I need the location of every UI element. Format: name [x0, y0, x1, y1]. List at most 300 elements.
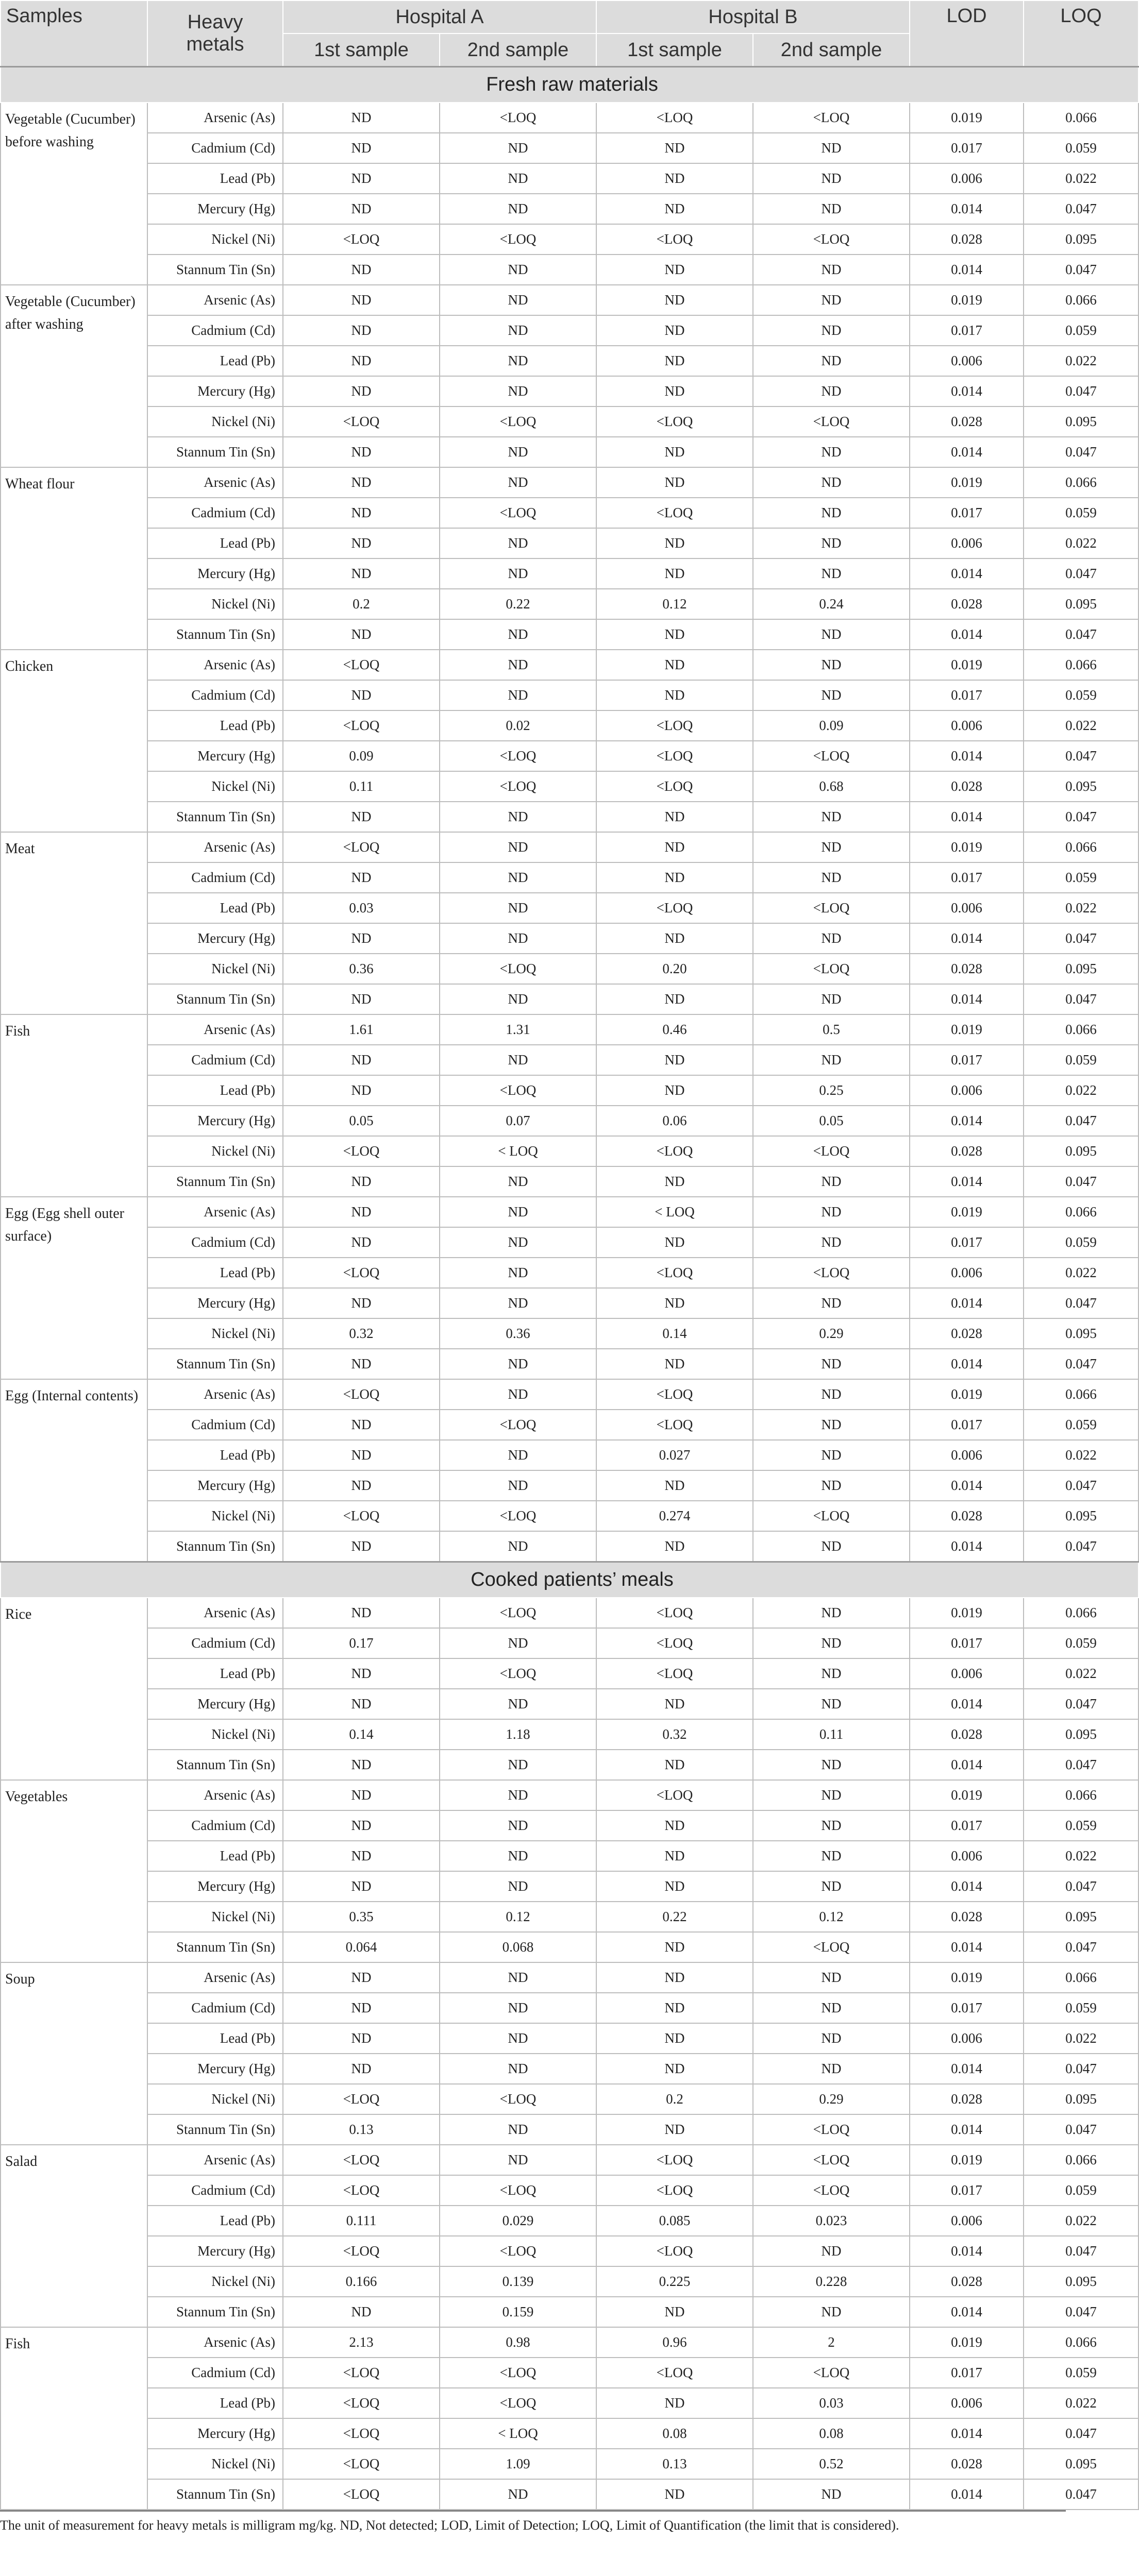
hospital-b-first-sample-cell: ND: [596, 315, 753, 346]
loq-cell: 0.022: [1024, 528, 1138, 558]
hospital-b-second-sample-cell: 0.29: [753, 2084, 910, 2114]
loq-cell: 0.047: [1024, 2114, 1138, 2145]
hospital-a-first-sample-cell: <LOQ: [283, 2145, 440, 2175]
hospital-a-second-sample-cell: ND: [440, 2054, 596, 2084]
hospital-a-first-sample-cell: 0.111: [283, 2206, 440, 2236]
hospital-b-second-sample-cell: 0.11: [753, 1719, 910, 1750]
heavy-metal-cell: Lead (Pb): [147, 528, 283, 558]
lod-cell: 0.014: [910, 1689, 1024, 1719]
loq-cell: 0.095: [1024, 954, 1138, 984]
hospital-a-first-sample-cell: <LOQ: [283, 406, 440, 437]
hospital-a-second-sample-cell: ND: [440, 1258, 596, 1288]
lod-cell: 0.028: [910, 2266, 1024, 2297]
hospital-a-second-sample-cell: ND: [440, 194, 596, 224]
lod-cell: 0.006: [910, 2206, 1024, 2236]
hospital-b-second-sample-cell: ND: [753, 2054, 910, 2084]
hospital-a-first-sample-cell: ND: [283, 802, 440, 832]
hospital-b-second-sample-cell: 0.03: [753, 2388, 910, 2418]
table-row: [1, 1379, 1138, 1410]
hospital-b-second-sample-cell: ND: [753, 346, 910, 376]
table-row: [1, 1136, 1138, 1166]
hospital-b-first-sample-cell: ND: [596, 346, 753, 376]
hospital-b-second-sample-cell: <LOQ: [753, 2114, 910, 2145]
hospital-b-first-sample-cell: ND: [596, 1750, 753, 1780]
heavy-metal-cell: Stannum Tin (Sn): [147, 1531, 283, 1562]
hospital-a-second-sample-cell: 0.159: [440, 2297, 596, 2327]
loq-cell: 0.059: [1024, 498, 1138, 528]
heavy-metal-cell: Mercury (Hg): [147, 1106, 283, 1136]
lod-cell: 0.014: [910, 984, 1024, 1014]
hospital-a-first-sample-cell: ND: [283, 1871, 440, 1902]
hospital-b-second-sample-cell: ND: [753, 1871, 910, 1902]
sample-name-cell: Soup: [1, 1962, 147, 2145]
hospital-b-second-sample-cell: ND: [753, 2023, 910, 2054]
table-row: [1, 2479, 1138, 2510]
lod-cell: 0.028: [910, 1136, 1024, 1166]
hospital-b-second-sample-cell: ND: [753, 2297, 910, 2327]
loq-cell: 0.066: [1024, 650, 1138, 680]
heavy-metal-cell: Stannum Tin (Sn): [147, 802, 283, 832]
hospital-b-second-sample-cell: <LOQ: [753, 1258, 910, 1288]
loq-cell: 0.066: [1024, 1379, 1138, 1410]
hospital-a-second-sample-cell: 0.36: [440, 1318, 596, 1349]
hospital-a-first-sample-cell: ND: [283, 437, 440, 467]
hospital-b-second-sample-cell: ND: [753, 558, 910, 589]
heavy-metal-cell: Stannum Tin (Sn): [147, 2114, 283, 2145]
heavy-metal-cell: Nickel (Ni): [147, 954, 283, 984]
hospital-b-first-sample-cell: 0.96: [596, 2327, 753, 2358]
hospital-a-first-sample-cell: ND: [283, 1810, 440, 1841]
hospital-b-first-sample-cell: ND: [596, 832, 753, 862]
loq-cell: 0.047: [1024, 255, 1138, 285]
loq-cell: 0.095: [1024, 224, 1138, 255]
lod-cell: 0.028: [910, 1318, 1024, 1349]
lod-cell: 0.014: [910, 194, 1024, 224]
hospital-b-second-sample-cell: <LOQ: [753, 1136, 910, 1166]
section-title: Cooked patients’ meals: [1, 1562, 1138, 1598]
hospital-b-first-sample-cell: <LOQ: [596, 2358, 753, 2388]
lod-cell: 0.019: [910, 832, 1024, 862]
loq-cell: 0.066: [1024, 1780, 1138, 1810]
hospital-a-second-sample-cell: ND: [440, 893, 596, 923]
hospital-b-first-sample-cell: ND: [596, 528, 753, 558]
hospital-b-second-sample-cell: 0.5: [753, 1014, 910, 1045]
hospital-a-second-sample-cell: <LOQ: [440, 954, 596, 984]
hospital-a-second-sample-cell: <LOQ: [440, 2358, 596, 2388]
loq-cell: 0.047: [1024, 1689, 1138, 1719]
heavy-metal-cell: Nickel (Ni): [147, 1318, 283, 1349]
hospital-a-second-sample-cell: <LOQ: [440, 224, 596, 255]
hospital-a-first-sample-cell: ND: [283, 1440, 440, 1470]
hospital-b-second-sample-cell: ND: [753, 163, 910, 194]
loq-cell: 0.066: [1024, 1962, 1138, 1993]
hospital-a-first-sample-cell: ND: [283, 1166, 440, 1197]
loq-cell: 0.066: [1024, 2327, 1138, 2358]
table-row: [1, 1014, 1138, 1045]
loq-cell: 0.066: [1024, 832, 1138, 862]
hospital-b-first-sample-cell: <LOQ: [596, 2175, 753, 2206]
hospital-b-first-sample-cell: 0.12: [596, 589, 753, 619]
loq-cell: 0.059: [1024, 1410, 1138, 1440]
lod-cell: 0.028: [910, 589, 1024, 619]
hospital-a-first-sample-cell: 0.05: [283, 1106, 440, 1136]
hospital-b-first-sample-cell: <LOQ: [596, 1136, 753, 1166]
hospital-a-first-sample-cell: ND: [283, 1045, 440, 1075]
header-heavy-metals: Heavy metals: [147, 1, 283, 67]
hospital-a-second-sample-cell: 0.068: [440, 1932, 596, 1962]
hospital-b-second-sample-cell: ND: [753, 1197, 910, 1227]
hospital-a-second-sample-cell: 0.22: [440, 589, 596, 619]
header-lod: LOD: [910, 1, 1024, 67]
hospital-b-first-sample-cell: 0.46: [596, 1014, 753, 1045]
loq-cell: 0.095: [1024, 2449, 1138, 2479]
hospital-b-second-sample-cell: ND: [753, 1531, 910, 1562]
hospital-b-first-sample-cell: ND: [596, 1227, 753, 1258]
heavy-metal-cell: Lead (Pb): [147, 2388, 283, 2418]
sample-name-cell: Egg (Egg shell outer surface): [1, 1197, 147, 1379]
loq-cell: 0.047: [1024, 2418, 1138, 2449]
lod-cell: 0.019: [910, 285, 1024, 315]
hospital-a-first-sample-cell: <LOQ: [283, 1258, 440, 1288]
lod-cell: 0.017: [910, 498, 1024, 528]
hospital-a-first-sample-cell: ND: [283, 1349, 440, 1379]
hospital-a-second-sample-cell: ND: [440, 528, 596, 558]
hospital-a-second-sample-cell: ND: [440, 2023, 596, 2054]
hospital-a-first-sample-cell: ND: [283, 984, 440, 1014]
hospital-a-first-sample-cell: ND: [283, 1780, 440, 1810]
heavy-metal-cell: Cadmium (Cd): [147, 1993, 283, 2023]
heavy-metal-cell: Lead (Pb): [147, 710, 283, 741]
hospital-a-second-sample-cell: <LOQ: [440, 2175, 596, 2206]
table-row: [1, 1197, 1138, 1227]
table-row: [1, 1780, 1138, 1810]
hospital-a-first-sample-cell: 0.32: [283, 1318, 440, 1349]
lod-cell: 0.014: [910, 1932, 1024, 1962]
hospital-a-first-sample-cell: <LOQ: [283, 2084, 440, 2114]
hospital-a-first-sample-cell: ND: [283, 163, 440, 194]
loq-cell: 0.047: [1024, 2297, 1138, 2327]
loq-cell: 0.095: [1024, 2084, 1138, 2114]
loq-cell: 0.047: [1024, 558, 1138, 589]
loq-cell: 0.059: [1024, 1810, 1138, 1841]
hospital-a-first-sample-cell: ND: [283, 376, 440, 406]
hospital-a-first-sample-cell: ND: [283, 1598, 440, 1628]
hospital-b-second-sample-cell: 0.52: [753, 2449, 910, 2479]
hospital-a-second-sample-cell: ND: [440, 923, 596, 954]
lod-cell: 0.006: [910, 163, 1024, 194]
table-row: [1, 1410, 1138, 1440]
hospital-b-second-sample-cell: ND: [753, 1628, 910, 1658]
table-row: [1, 437, 1138, 467]
table-row: [1, 2206, 1138, 2236]
table-row: [1, 1349, 1138, 1379]
hospital-a-first-sample-cell: ND: [283, 1750, 440, 1780]
lod-cell: 0.019: [910, 467, 1024, 498]
hospital-a-first-sample-cell: <LOQ: [283, 710, 440, 741]
hospital-a-second-sample-cell: <LOQ: [440, 741, 596, 771]
hospital-a-second-sample-cell: ND: [440, 285, 596, 315]
heavy-metal-cell: Nickel (Ni): [147, 2266, 283, 2297]
hospital-a-second-sample-cell: ND: [440, 1750, 596, 1780]
loq-cell: 0.022: [1024, 710, 1138, 741]
heavy-metal-cell: Stannum Tin (Sn): [147, 1932, 283, 1962]
hospital-b-first-sample-cell: <LOQ: [596, 771, 753, 802]
heavy-metal-cell: Nickel (Ni): [147, 406, 283, 437]
loq-cell: 0.022: [1024, 163, 1138, 194]
hospital-b-second-sample-cell: ND: [753, 255, 910, 285]
hospital-b-second-sample-cell: <LOQ: [753, 1932, 910, 1962]
lod-cell: 0.006: [910, 2388, 1024, 2418]
lod-cell: 0.028: [910, 1902, 1024, 1932]
hospital-b-second-sample-cell: 0.228: [753, 2266, 910, 2297]
hospital-a-first-sample-cell: 0.17: [283, 1628, 440, 1658]
hospital-b-second-sample-cell: ND: [753, 133, 910, 163]
heavy-metal-cell: Lead (Pb): [147, 1440, 283, 1470]
heavy-metal-cell: Lead (Pb): [147, 1258, 283, 1288]
lod-cell: 0.014: [910, 2418, 1024, 2449]
heavy-metal-cell: Cadmium (Cd): [147, 1045, 283, 1075]
table-row: [1, 376, 1138, 406]
table-row: [1, 710, 1138, 741]
loq-cell: 0.066: [1024, 2145, 1138, 2175]
hospital-b-first-sample-cell: ND: [596, 376, 753, 406]
hospital-b-second-sample-cell: ND: [753, 1410, 910, 1440]
hospital-a-second-sample-cell: <LOQ: [440, 2388, 596, 2418]
lod-cell: 0.019: [910, 1780, 1024, 1810]
heavy-metal-cell: Cadmium (Cd): [147, 498, 283, 528]
hospital-b-second-sample-cell: ND: [753, 1658, 910, 1689]
hospital-b-second-sample-cell: ND: [753, 1962, 910, 1993]
hospital-b-second-sample-cell: ND: [753, 315, 910, 346]
loq-cell: 0.059: [1024, 133, 1138, 163]
table-row: [1, 1106, 1138, 1136]
heavy-metal-cell: Cadmium (Cd): [147, 315, 283, 346]
heavy-metal-cell: Lead (Pb): [147, 2023, 283, 2054]
lod-cell: 0.006: [910, 346, 1024, 376]
table-row: [1, 1166, 1138, 1197]
hospital-b-second-sample-cell: <LOQ: [753, 954, 910, 984]
hospital-a-first-sample-cell: ND: [283, 1689, 440, 1719]
lod-cell: 0.014: [910, 802, 1024, 832]
loq-cell: 0.095: [1024, 406, 1138, 437]
loq-cell: 0.047: [1024, 1932, 1138, 1962]
hospital-a-first-sample-cell: ND: [283, 558, 440, 589]
hospital-b-second-sample-cell: ND: [753, 1379, 910, 1410]
hospital-a-second-sample-cell: <LOQ: [440, 1410, 596, 1440]
table-row: [1, 133, 1138, 163]
table-row: [1, 1628, 1138, 1658]
lod-cell: 0.014: [910, 255, 1024, 285]
loq-cell: 0.022: [1024, 1440, 1138, 1470]
loq-cell: 0.047: [1024, 1288, 1138, 1318]
table-row: [1, 1871, 1138, 1902]
loq-cell: 0.022: [1024, 1075, 1138, 1106]
lod-cell: 0.006: [910, 1075, 1024, 1106]
table-row: [1, 1689, 1138, 1719]
table-row: [1, 1932, 1138, 1962]
hospital-a-first-sample-cell: 0.11: [283, 771, 440, 802]
table-row: [1, 1470, 1138, 1501]
heavy-metal-cell: Mercury (Hg): [147, 2236, 283, 2266]
hospital-a-second-sample-cell: 1.31: [440, 1014, 596, 1045]
hospital-a-second-sample-cell: <LOQ: [440, 771, 596, 802]
hospital-a-first-sample-cell: ND: [283, 1075, 440, 1106]
lod-cell: 0.014: [910, 376, 1024, 406]
hospital-a-second-sample-cell: ND: [440, 255, 596, 285]
lod-cell: 0.014: [910, 558, 1024, 589]
hospital-a-second-sample-cell: <LOQ: [440, 1075, 596, 1106]
table-row: [1, 1598, 1138, 1628]
hospital-b-second-sample-cell: ND: [753, 2479, 910, 2510]
table-body: [1, 67, 1138, 2510]
table-row: [1, 2175, 1138, 2206]
hospital-b-second-sample-cell: ND: [753, 1288, 910, 1318]
lod-cell: 0.017: [910, 1227, 1024, 1258]
table-row: [1, 2084, 1138, 2114]
hospital-a-first-sample-cell: ND: [283, 1227, 440, 1258]
heavy-metal-cell: Mercury (Hg): [147, 558, 283, 589]
table-row: [1, 194, 1138, 224]
loq-cell: 0.059: [1024, 680, 1138, 710]
lod-cell: 0.019: [910, 650, 1024, 680]
table-row: [1, 802, 1138, 832]
loq-cell: 0.022: [1024, 2206, 1138, 2236]
hospital-b-first-sample-cell: <LOQ: [596, 498, 753, 528]
lod-cell: 0.028: [910, 954, 1024, 984]
heavy-metal-cell: Arsenic (As): [147, 1598, 283, 1628]
hospital-a-second-sample-cell: ND: [440, 1197, 596, 1227]
heavy-metal-cell: Nickel (Ni): [147, 2449, 283, 2479]
hospital-b-first-sample-cell: 0.027: [596, 1440, 753, 1470]
hospital-b-first-sample-cell: ND: [596, 2388, 753, 2418]
heavy-metal-cell: Arsenic (As): [147, 832, 283, 862]
loq-cell: 0.047: [1024, 437, 1138, 467]
heavy-metal-cell: Mercury (Hg): [147, 376, 283, 406]
heavy-metal-cell: Lead (Pb): [147, 2206, 283, 2236]
table-row: [1, 346, 1138, 376]
heavy-metal-cell: Nickel (Ni): [147, 589, 283, 619]
hospital-a-first-sample-cell: ND: [283, 467, 440, 498]
hospital-a-first-sample-cell: <LOQ: [283, 2418, 440, 2449]
hospital-b-first-sample-cell: <LOQ: [596, 1628, 753, 1658]
heavy-metal-cell: Lead (Pb): [147, 1658, 283, 1689]
loq-cell: 0.047: [1024, 1106, 1138, 1136]
heavy-metal-cell: Mercury (Hg): [147, 1288, 283, 1318]
hospital-a-second-sample-cell: ND: [440, 1440, 596, 1470]
hospital-b-second-sample-cell: <LOQ: [753, 2358, 910, 2388]
loq-cell: 0.047: [1024, 802, 1138, 832]
hospital-b-second-sample-cell: 0.25: [753, 1075, 910, 1106]
lod-cell: 0.014: [910, 923, 1024, 954]
table-row: [1, 2388, 1138, 2418]
hospital-a-first-sample-cell: 0.36: [283, 954, 440, 984]
hospital-b-first-sample-cell: <LOQ: [596, 1598, 753, 1628]
table-row: [1, 984, 1138, 1014]
hospital-a-second-sample-cell: ND: [440, 680, 596, 710]
hospital-a-second-sample-cell: <LOQ: [440, 103, 596, 133]
table-row: [1, 589, 1138, 619]
hospital-b-second-sample-cell: <LOQ: [753, 2175, 910, 2206]
lod-cell: 0.014: [910, 1106, 1024, 1136]
hospital-b-first-sample-cell: <LOQ: [596, 103, 753, 133]
lod-cell: 0.014: [910, 1166, 1024, 1197]
hospital-a-first-sample-cell: <LOQ: [283, 832, 440, 862]
loq-cell: 0.022: [1024, 893, 1138, 923]
hospital-b-first-sample-cell: ND: [596, 437, 753, 467]
hospital-a-second-sample-cell: ND: [440, 1288, 596, 1318]
hospital-a-first-sample-cell: ND: [283, 1993, 440, 2023]
lod-cell: 0.014: [910, 2054, 1024, 2084]
hospital-b-second-sample-cell: ND: [753, 376, 910, 406]
hospital-b-first-sample-cell: 0.225: [596, 2266, 753, 2297]
loq-cell: 0.047: [1024, 2479, 1138, 2510]
table-footnote: The unit of measurement for heavy metals is milligram mg/kg. ND, Not detected; LOD, Limit of Detection; LOQ, Limit of Quantification (the limit that is considered).: [0, 2510, 1066, 2533]
hospital-b-first-sample-cell: 0.2: [596, 2084, 753, 2114]
lod-cell: 0.014: [910, 741, 1024, 771]
lod-cell: 0.006: [910, 1658, 1024, 1689]
hospital-b-first-sample-cell: ND: [596, 255, 753, 285]
loq-cell: 0.059: [1024, 1227, 1138, 1258]
heavy-metal-cell: Mercury (Hg): [147, 1689, 283, 1719]
loq-cell: 0.047: [1024, 1349, 1138, 1379]
hospital-a-second-sample-cell: ND: [440, 1379, 596, 1410]
hospital-a-second-sample-cell: ND: [440, 1045, 596, 1075]
hospital-a-first-sample-cell: ND: [283, 315, 440, 346]
sample-name-cell: Rice: [1, 1598, 147, 1780]
hospital-b-second-sample-cell: ND: [753, 1689, 910, 1719]
hospital-a-second-sample-cell: ND: [440, 2114, 596, 2145]
loq-cell: 0.047: [1024, 1470, 1138, 1501]
heavy-metal-cell: Arsenic (As): [147, 1379, 283, 1410]
loq-cell: 0.022: [1024, 2023, 1138, 2054]
hospital-a-first-sample-cell: 0.03: [283, 893, 440, 923]
sample-name-cell: Fish: [1, 1014, 147, 1197]
loq-cell: 0.059: [1024, 1045, 1138, 1075]
hospital-a-first-sample-cell: ND: [283, 2023, 440, 2054]
lod-cell: 0.017: [910, 1628, 1024, 1658]
loq-cell: 0.047: [1024, 194, 1138, 224]
hospital-a-second-sample-cell: ND: [440, 163, 596, 194]
table-row: [1, 1531, 1138, 1562]
hospital-b-second-sample-cell: 2: [753, 2327, 910, 2358]
hospital-a-first-sample-cell: ND: [283, 194, 440, 224]
lod-cell: 0.019: [910, 1962, 1024, 1993]
heavy-metal-cell: Cadmium (Cd): [147, 2358, 283, 2388]
hospital-a-second-sample-cell: ND: [440, 346, 596, 376]
hospital-b-first-sample-cell: ND: [596, 1871, 753, 1902]
hospital-a-first-sample-cell: ND: [283, 680, 440, 710]
lod-cell: 0.014: [910, 1288, 1024, 1318]
heavy-metal-cell: Arsenic (As): [147, 650, 283, 680]
heavy-metal-cell: Nickel (Ni): [147, 224, 283, 255]
hospital-b-second-sample-cell: <LOQ: [753, 1501, 910, 1531]
heavy-metal-cell: Stannum Tin (Sn): [147, 437, 283, 467]
table-row: [1, 498, 1138, 528]
loq-cell: 0.022: [1024, 1841, 1138, 1871]
hospital-b-second-sample-cell: ND: [753, 680, 910, 710]
lod-cell: 0.014: [910, 2236, 1024, 2266]
hospital-a-second-sample-cell: < LOQ: [440, 2418, 596, 2449]
hospital-b-second-sample-cell: ND: [753, 802, 910, 832]
hospital-b-second-sample-cell: ND: [753, 1470, 910, 1501]
hospital-a-first-sample-cell: ND: [283, 923, 440, 954]
loq-cell: 0.022: [1024, 346, 1138, 376]
lod-cell: 0.028: [910, 406, 1024, 437]
sample-name-cell: Fish: [1, 2327, 147, 2510]
hospital-b-second-sample-cell: 0.12: [753, 1902, 910, 1932]
hospital-a-first-sample-cell: ND: [283, 498, 440, 528]
hospital-b-second-sample-cell: ND: [753, 1227, 910, 1258]
